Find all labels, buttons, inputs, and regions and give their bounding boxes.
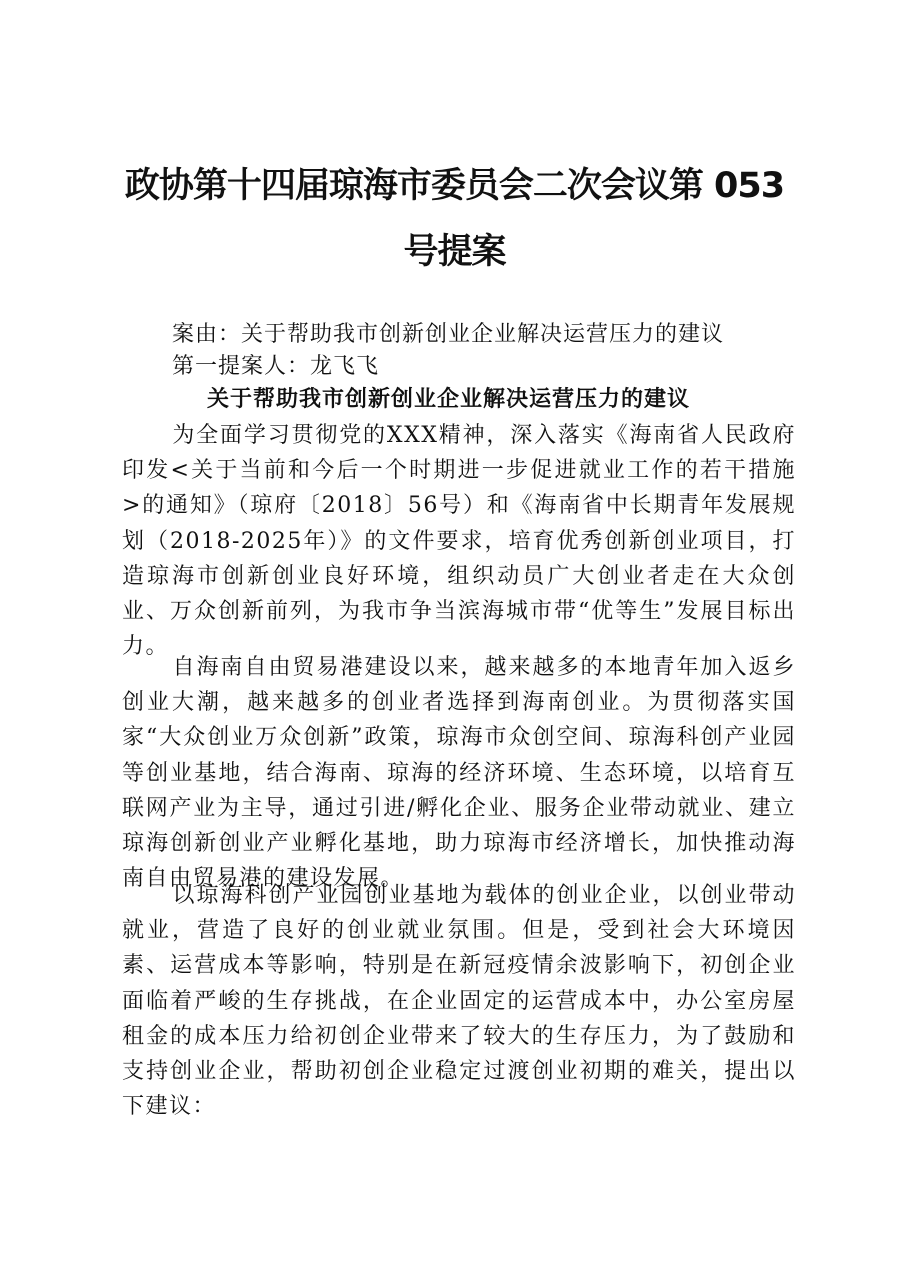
paragraph-text: 为全面学习贯彻党的XXX精神，深入落实《海南省人民政府印发<关于当前和今后一个时期进一步促进就业工作的若干措施>的通知》（琼府〔2018〕56号）和《海南省中长期青年发展规划（2018-2025年）》的文件要求，培育优秀创新创业项目，打造琼海市创新创业良好环境，组织动员广大创业者走在大众创业、万众创新前列，为我市争当滨海城市带“优等生”发展目标出力。 [122, 423, 796, 660]
paragraph-text: 自海南自由贸易港建设以来，越来越多的本地青年加入返乡创业大潮，越来越多的创业者选择到海南创业。为贯彻落实国家“大众创业万众创新”政策，琼海市众创空间、琼海科创产业园等创业基地，结合海南、琼海的经济环境、生态环境，以培育互联网产业为主导，通过引进/孵化企业、服务企业带动就业、建立琼海创新创业产业孵化基地，助力琼海市经济增长，加快推动海南自由贸易港的建设发展。 [122, 655, 796, 892]
first-proposer: 第一提案人：龙飞飞 [172, 354, 380, 379]
paragraph-text: 以琼海科创产业园创业基地为载体的创业企业，以创业带动就业，营造了良好的创业就业氛围。但是，受到社会大环境因素、运营成本等影响，特别是在新冠疫情余波影响下，初创企业面临着严峻的生存挑战，在企业固定的运营成本中，办公室房屋租金的成本压力给初创企业带来了较大的生存压力，为了鼓励和支持创业企业，帮助初创企业稳定过渡创业初期的难关，提出以下建议： [122, 883, 796, 1120]
body-paragraph [122, 878, 796, 1124]
body-paragraph [122, 418, 796, 664]
document-title-line-1: 政协第十四届琼海市委员会二次会议第 053 [124, 166, 785, 206]
body-paragraph [122, 650, 796, 896]
proposal-reason: 案由：关于帮助我市创新创业企业解决运营压力的建议 [172, 322, 725, 347]
proposal-subtitle: 关于帮助我市创新创业企业解决运营压力的建议 [207, 386, 691, 412]
document-title-line-2: 号提案 [403, 232, 506, 272]
